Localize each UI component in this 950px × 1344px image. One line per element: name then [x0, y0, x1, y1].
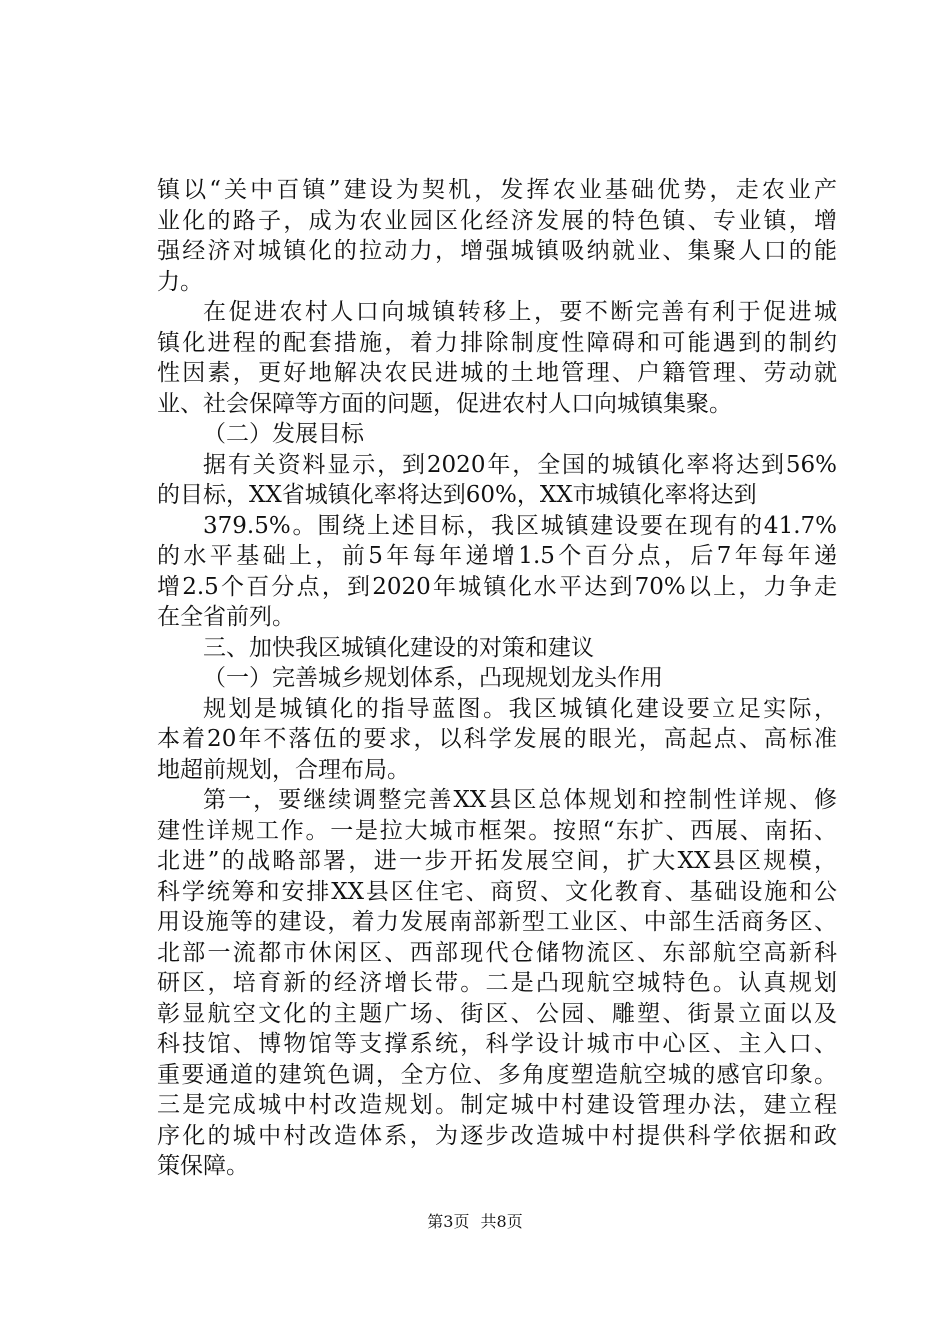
text-line: 规划是城镇化的指导蓝图。我区城镇化建设要立足实际，	[203, 695, 837, 722]
text-line: 地超前规划，合理布局。	[157, 756, 410, 783]
text-line: 的目标，XX省城镇化率将达到60%，XX市城镇化率将达到	[157, 482, 757, 508]
text-line: 科技馆、博物馆等支撑系统，科学设计城市中心区、主入口、	[157, 1031, 837, 1057]
page-number: 第3页	[427, 1212, 470, 1231]
text-line: 镇化进程的配套措施，着力排除制度性障碍和可能遇到的制约	[157, 329, 837, 356]
text-line: 三是完成城中村改造规划。制定城中村建设管理办法，建立程	[157, 1092, 837, 1118]
text-line: （一）完善城乡规划体系，凸现规划龙头作用	[203, 665, 663, 691]
text-line: 重要通道的建筑色调，全方位、多角度塑造航空城的感官印象。	[157, 1061, 837, 1088]
text-line: 研区，培育新的经济增长带。二是凸现航空城特色。认真规划	[157, 970, 837, 996]
text-line: 建性详规工作。一是拉大城市框架。按照“东扩、西展、南拓、	[157, 817, 837, 844]
text-line: 镇以“关中百镇”建设为契机，发挥农业基础优势，走农业产	[157, 177, 837, 203]
text-line: （二）发展目标	[203, 421, 364, 447]
text-line: 用设施等的建设，着力发展南部新型工业区、中部生活商务区、	[157, 909, 837, 935]
text-line: 北部一流都市休闲区、西部现代仓储物流区、东部航空高新科	[157, 939, 837, 966]
text-line: 在促进农村人口向城镇转移上，要不断完善有利于促进城	[203, 299, 837, 325]
text-line: 增2.5个百分点，到2020年城镇化水平达到70%以上，力争走	[157, 573, 837, 600]
text-line: 三、加快我区城镇化建设的对策和建议	[203, 634, 594, 661]
text-line: 力。	[157, 268, 203, 295]
text-line: 强经济对城镇化的拉动力，增强城镇吸纳就业、集聚人口的能	[157, 238, 837, 264]
text-line: 北进”的战略部署，进一步开拓发展空间，扩大XX县区规模，	[157, 848, 837, 874]
text-line: 据有关资料显示，到2020年，全国的城镇化率将达到56%	[203, 451, 837, 478]
text-line: 彰显航空文化的主题广场、街区、公园、雕塑、街景立面以及	[157, 1000, 837, 1027]
text-line: 的水平基础上，前5年每年递增1.5个百分点，后7年每年递	[157, 543, 837, 569]
text-line: 业、社会保障等方面的问题，促进农村人口向城镇集聚。	[157, 390, 732, 417]
text-line: 序化的城中村改造体系，为逐步改造城中村提供科学依据和政	[157, 1122, 837, 1149]
page-footer	[0, 1212, 950, 1232]
text-line: 业化的路子，成为农业园区化经济发展的特色镇、专业镇，增	[157, 207, 837, 234]
text-line: 第一，要继续调整完善XX县区总体规划和控制性详规、修	[203, 787, 837, 813]
text-line: 科学统筹和安排XX县区住宅、商贸、文化教育、基础设施和公	[157, 878, 837, 905]
text-line: 379.5%。围绕上述目标，我区城镇建设要在现有的41.7%	[203, 512, 837, 539]
text-line: 在全省前列。	[157, 604, 295, 630]
document-body	[157, 175, 837, 1182]
page-total: 共8页	[480, 1212, 523, 1231]
text-line: 性因素，更好地解决农民进城的土地管理、户籍管理、劳动就	[157, 360, 837, 386]
text-line: 本着20年不落伍的要求，以科学发展的眼光，高起点、高标准	[157, 726, 837, 752]
text-line: 策保障。	[157, 1153, 249, 1179]
